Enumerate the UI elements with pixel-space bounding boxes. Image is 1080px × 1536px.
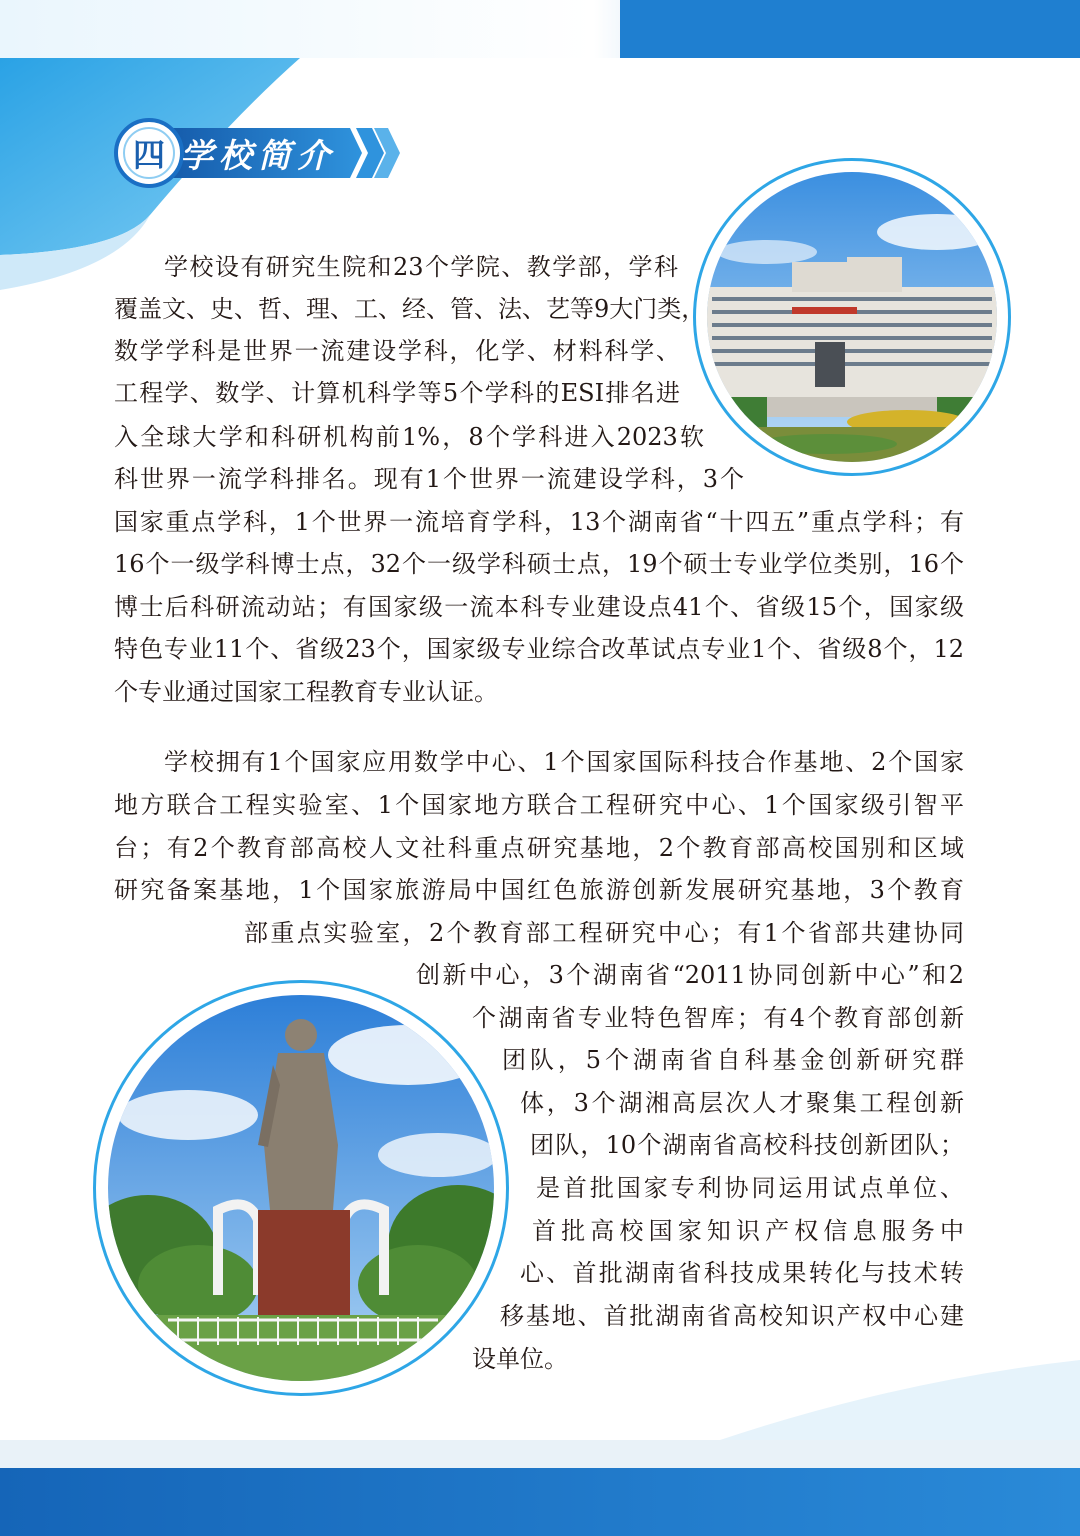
campus-building-photo bbox=[707, 172, 997, 462]
p2-line: 地方联合工程实验室、1个国家地方联合工程研究中心、1个国家级引智平 bbox=[114, 791, 964, 819]
p1-line: 学校设有研究生院和23个学院、教学部，学科 bbox=[164, 253, 678, 281]
p2-line: 首批高校国家知识产权信息服务中 bbox=[532, 1217, 964, 1245]
p1-line: 博士后科研流动站；有国家级一流本科专业建设点41个、省级15个，国家级 bbox=[114, 593, 964, 621]
p2-line: 是首批国家专利协同运用试点单位、 bbox=[536, 1174, 964, 1202]
p1-line: 特色专业11个、省级23个，国家级专业综合改革试点专业1个、省级8个，12 bbox=[114, 635, 964, 663]
p2-line: 创新中心，3个湖南省“2011协同创新中心”和2 bbox=[416, 961, 964, 989]
p2-line: 心、首批湖南省科技成果转化与技术转 bbox=[520, 1259, 964, 1287]
p2-line: 学校拥有1个国家应用数学中心、1个国家国际科技合作基地、2个国家 bbox=[164, 748, 964, 776]
p1-line: 工程学、数学、计算机科学等5个学科的ESI排名进 bbox=[114, 379, 680, 407]
p1-line: 国家重点学科，1个世界一流培育学科，13个湖南省“十四五”重点学科；有 bbox=[114, 508, 964, 536]
statue-image bbox=[108, 995, 494, 1381]
p2-line: 研究备案基地，1个国家旅游局中国红色旅游创新发展研究基地，3个教育 bbox=[114, 876, 964, 904]
p1-line: 覆盖文、史、哲、理、工、经、管、法、艺等9大门类， bbox=[114, 295, 706, 323]
p2-line: 设单位。 bbox=[472, 1345, 568, 1373]
campus-building-image bbox=[707, 172, 997, 462]
statue-photo bbox=[108, 995, 494, 1381]
section-title: 学校简介 bbox=[180, 135, 336, 175]
p1-line: 数学学科是世界一流建设学科，化学、材料科学、 bbox=[114, 337, 680, 365]
p1-line: 入全球大学和科研机构前1%，8个学科进入2023软 bbox=[114, 423, 704, 451]
p2-line: 团队，10个湖南省高校科技创新团队； bbox=[530, 1131, 964, 1159]
section-number: 四 bbox=[132, 136, 165, 174]
p2-line: 部重点实验室，2个教育部工程研究中心；有1个省部共建协同 bbox=[244, 919, 964, 947]
p2-line: 体，3个湖湘高层次人才聚集工程创新 bbox=[520, 1089, 964, 1117]
p2-line: 移基地、首批湖南省高校知识产权中心建 bbox=[500, 1302, 964, 1330]
p2-line: 个湖南省专业特色智库；有4个教育部创新 bbox=[472, 1004, 964, 1032]
p2-line: 台；有2个教育部高校人文社科重点研究基地，2个教育部高校国别和区域 bbox=[114, 834, 964, 862]
p1-line: 科世界一流学科排名。现有1个世界一流建设学科，3个 bbox=[114, 465, 744, 493]
p1-line: 16个一级学科博士点，32个一级学科硕士点，19个硕士专业学位类别，16个 bbox=[114, 550, 964, 578]
p2-line: 团队，5个湖南省自科基金创新研究群 bbox=[502, 1046, 964, 1074]
p1-line: 个专业通过国家工程教育专业认证。 bbox=[114, 678, 498, 706]
